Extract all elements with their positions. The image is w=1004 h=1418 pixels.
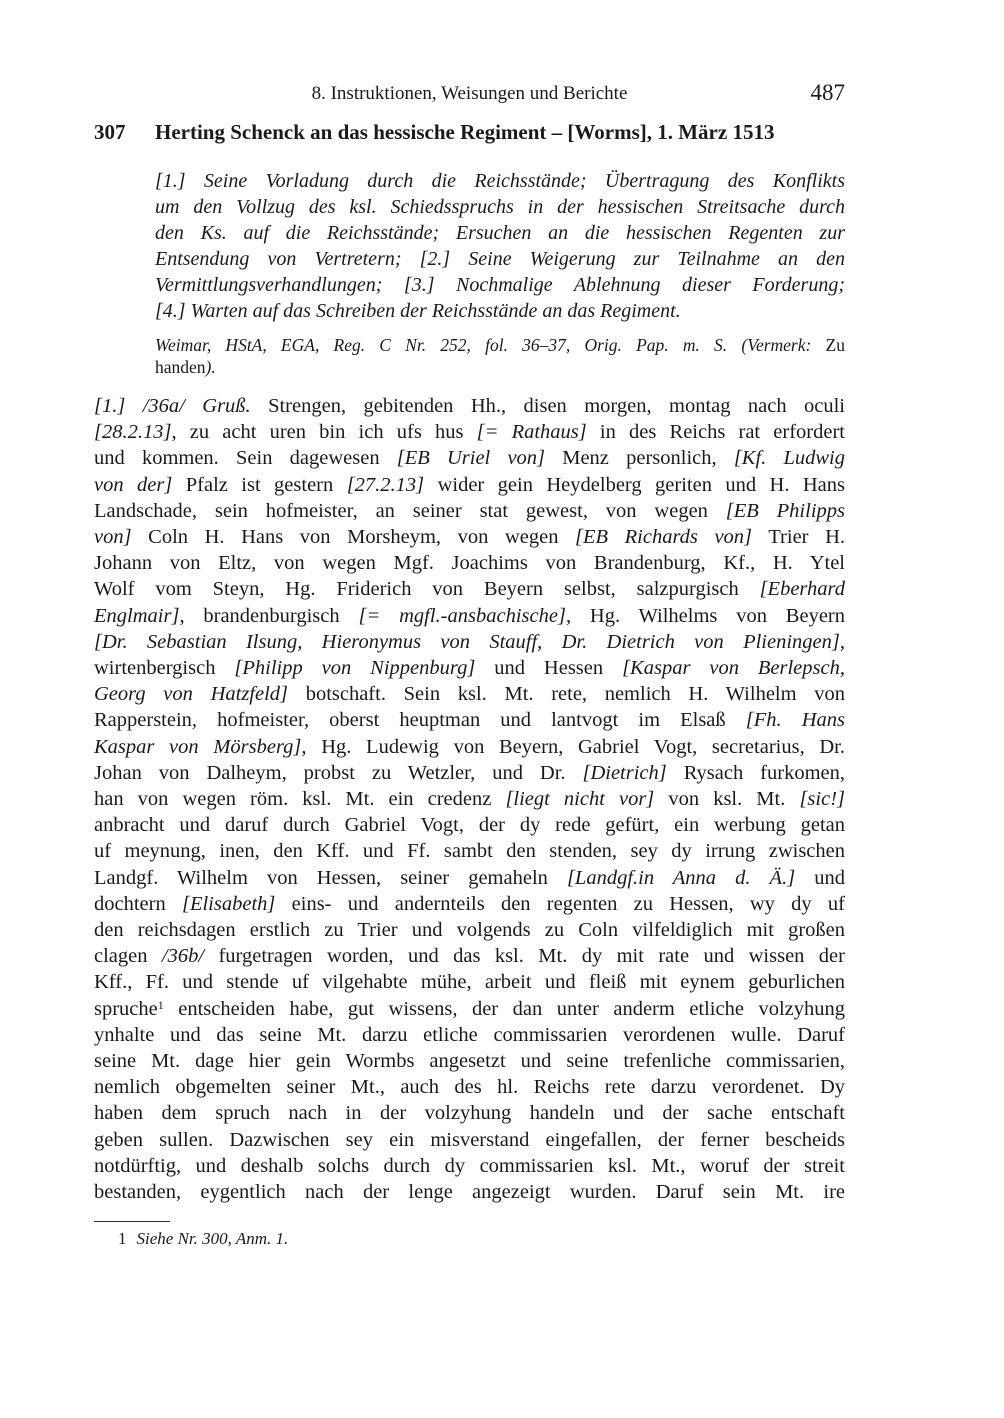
body-line xyxy=(94,393,845,419)
text-run: Coln H. Hans von Morsheym, von wegen xyxy=(131,526,576,549)
text-run: Kff., Ff. und stende uf vilgehabte mühe, arbeit und fleiß mit eynem geburlichen xyxy=(94,971,845,994)
text-run: und Hessen xyxy=(475,657,623,680)
source-line xyxy=(155,334,845,356)
body-line xyxy=(94,524,845,550)
body-line xyxy=(94,681,845,707)
body-line xyxy=(94,655,845,681)
body-line xyxy=(94,419,845,445)
body-line xyxy=(94,1100,845,1126)
body-line xyxy=(94,838,845,864)
text-run: bestanden, eygentlich nach der lenge angezeigt wurden. Daruf sein Mt. ire xyxy=(94,1181,845,1204)
text-run: von der] xyxy=(94,473,173,496)
document-number: 307 xyxy=(94,120,126,144)
text-run: [Dr. Sebastian Ilsung, Hieronymus von Stauff, Dr. Dietrich von Plieningen] xyxy=(94,630,840,653)
body-line xyxy=(94,760,845,786)
text-run: , Hg. Wilhelms von Beyern xyxy=(565,604,845,627)
text-run: anbracht und daruf durch Gabriel Vogt, der dy rede gefürt, ein werbung getan xyxy=(94,814,845,837)
summary-line: [4.] Warten auf das Schreiben der Reichsstände an das Regiment. xyxy=(155,300,681,322)
text-run: [1.] /36a/ Gruß. xyxy=(94,395,251,417)
text-run: /36b/ xyxy=(161,945,205,968)
document-summary xyxy=(155,168,845,324)
text-run: Strengen, gebitenden Hh., disen morgen, montag nach oculi xyxy=(250,395,845,417)
text-run: [Fh. Hans xyxy=(745,709,845,732)
text-run: Wolf vom Steyn, Hg. Friderich von Beyern selbst, salzpurgisch xyxy=(94,578,760,601)
summary-line: um den Vollzug des ksl. Schiedsspruchs in der hessischen Streitsache durch xyxy=(155,196,845,218)
text-run: Georg von Hatzfeld] xyxy=(94,683,289,706)
text-run: [EB Uriel von] xyxy=(396,447,546,470)
body-line xyxy=(94,1022,845,1048)
text-run: [Elisabeth] xyxy=(181,892,276,915)
text-run: wirtenbergisch xyxy=(94,657,235,680)
text-run: , zu acht uren bin ich ufs hus xyxy=(171,421,477,444)
text-run: nemlich obgemelten seiner Mt., auch des hl. Reichs rete darzu verordenet. Dy xyxy=(94,1076,845,1099)
text-run: und kommen. Sein dagewesen xyxy=(94,447,397,470)
body-line xyxy=(94,498,845,524)
document-body-text xyxy=(94,393,845,1205)
text-run: botschaft. Sein ksl. Mt. rete, nemlich H. Wilhelm von xyxy=(288,683,845,706)
body-line xyxy=(94,1074,845,1100)
body-line xyxy=(94,943,845,969)
footnote-text: Siehe Nr. 300, Anm. 1. xyxy=(136,1229,289,1248)
text-run: [Landgf.in Anna d. Ä.] xyxy=(566,866,796,889)
text-run: wider gein Heydelberg geriten und H. Hans xyxy=(424,473,846,496)
text-run: Englmair] xyxy=(94,604,180,627)
text-run: [Dietrich] xyxy=(582,761,667,784)
text-run: dochtern xyxy=(94,892,182,915)
text-run: von] xyxy=(94,526,132,549)
body-line xyxy=(94,707,845,733)
body-line xyxy=(94,786,845,812)
body-line xyxy=(94,629,845,655)
text-run: geben sullen. Dazwischen sey ein misverstand eingefallen, der ferner bescheids xyxy=(94,1128,845,1151)
running-title: 8. Instruktionen, Weisungen und Berichte xyxy=(311,83,628,104)
text-run: Rysach furkomen, xyxy=(666,761,845,784)
text-run: Zu xyxy=(811,335,845,355)
body-line xyxy=(94,917,845,943)
text-run: Johann von Eltz, von wegen Mgf. Joachims von Brandenburg, Kf., H. Ytel xyxy=(94,552,845,575)
text-run: [Kf. Ludwig xyxy=(733,447,845,470)
text-run: [Philipp von Nippenburg] xyxy=(234,657,476,680)
body-line xyxy=(94,734,845,760)
text-run: han von wegen röm. ksl. Mt. ein credenz xyxy=(94,788,506,811)
text-run: clagen xyxy=(94,945,162,968)
source-line xyxy=(155,356,845,378)
text-run: ). xyxy=(205,357,216,377)
summary-line: Entsendung von Vertretern; [2.] Seine Weigerung zur Teilnahme an den xyxy=(155,248,845,270)
text-run: furgetragen worden, und das ksl. Mt. dy mit rate und wissen der xyxy=(204,945,845,968)
text-run: [= Rathaus] xyxy=(476,421,587,444)
text-run: Trier H. xyxy=(752,526,845,549)
body-line xyxy=(94,550,845,576)
source-citation xyxy=(155,334,845,378)
body-line xyxy=(94,1127,845,1153)
text-run: Menz personlich, xyxy=(545,447,734,470)
body-line xyxy=(94,969,845,995)
body-line xyxy=(94,445,845,471)
document-title: Herting Schenck an das hessische Regiment – [Worms], 1. März 1513 xyxy=(155,120,775,144)
footnote-divider xyxy=(94,1221,170,1222)
text-run: Landschade, sein hofmeister, an seiner stat gewest, von wegen xyxy=(94,499,726,522)
text-run: seine Mt. dage hier gein Wormbs angesetzt und seine trefenliche commissarien, xyxy=(94,1050,845,1073)
text-run: [= mgfl.-ansbachische] xyxy=(358,604,566,627)
text-run: [liegt nicht vor] xyxy=(505,788,655,811)
body-line xyxy=(94,812,845,838)
body-line xyxy=(94,996,845,1022)
page-number: 487 xyxy=(810,80,845,105)
summary-line: Vermittlungsverhandlungen; [3.] Nochmalige Ablehnung dieser Forderung; xyxy=(155,274,845,296)
text-run: [Kaspar von Berlepsch, xyxy=(622,657,845,680)
text-run: Rapperstein, hofmeister, oberst heuptman und lantvogt im Elsaß xyxy=(94,709,746,732)
footnote xyxy=(118,1229,288,1249)
body-line xyxy=(94,1179,845,1205)
body-line xyxy=(94,1153,845,1179)
text-run: Landgf. Wilhelm von Hessen, seiner gemaheln xyxy=(94,866,567,889)
text-run: , Hg. Ludewig von Beyern, Gabriel Vogt, secretarius, Dr. xyxy=(301,735,845,758)
text-run: entscheiden habe, gut wissens, der dan unter anderm etliche volzyhung xyxy=(163,997,845,1020)
text-run: [Eberhard xyxy=(759,578,845,601)
text-run: Weimar, HStA, EGA, Reg. C Nr. 252, fol. 36–37, Orig. Pap. m. S. (Vermerk: xyxy=(155,335,812,355)
text-run: [27.2.13] xyxy=(346,473,425,496)
text-run: in des Reichs rat erfordert xyxy=(586,421,845,444)
text-run: von ksl. Mt. xyxy=(654,788,800,811)
text-run: , xyxy=(839,630,845,653)
text-run: [28.2.13] xyxy=(94,421,172,444)
summary-line: [1.] Seine Vorladung durch die Reichsstände; Übertragung des Konflikts xyxy=(155,170,845,192)
text-run: eins- und andernteils den regenten zu Hessen, wy dy uf xyxy=(275,892,845,915)
text-run: [EB Philipps xyxy=(725,499,845,522)
footnote-reference[interactable]: 1 xyxy=(157,997,164,1012)
text-run: notdürftig, und deshalb solchs durch dy commissarien ksl. Mt., woruf der streit xyxy=(94,1154,845,1177)
text-run: , brandenburgisch xyxy=(179,604,359,627)
summary-line: den Ks. auf die Reichsstände; Ersuchen an die hessischen Regenten zur xyxy=(155,222,845,244)
text-run: den reichsdagen erstlich zu Trier und volgends zu Coln vilfeldiglich mit großen xyxy=(94,919,845,942)
text-run: handen xyxy=(155,357,206,377)
body-line xyxy=(94,603,845,629)
text-run: Johan von Dalheym, probst zu Wetzler, und Dr. xyxy=(94,761,583,784)
body-line xyxy=(94,576,845,602)
text-run: spruche xyxy=(94,997,158,1020)
body-line xyxy=(94,891,845,917)
running-header xyxy=(94,80,845,108)
text-run: Kaspar von Mörsberg] xyxy=(94,735,302,758)
body-line xyxy=(94,472,845,498)
text-run: [sic!] xyxy=(799,788,845,811)
text-run: haben dem spruch nach in der volzyhung handeln und der sache entschaft xyxy=(94,1102,845,1125)
text-run: ynhalte und das seine Mt. darzu etliche commissarien verordenen wulle. Daruf xyxy=(94,1023,845,1046)
text-run: [EB Richards von] xyxy=(575,526,753,549)
text-run: Pfalz ist gestern xyxy=(172,473,347,496)
body-line xyxy=(94,865,845,891)
body-line xyxy=(94,1048,845,1074)
text-run: und xyxy=(795,866,845,889)
footnote-mark: 1 xyxy=(118,1229,127,1248)
text-run: uf meynung, inen, den Kff. und Ff. sambt den stenden, sey dy irrung zwischen xyxy=(94,840,845,863)
